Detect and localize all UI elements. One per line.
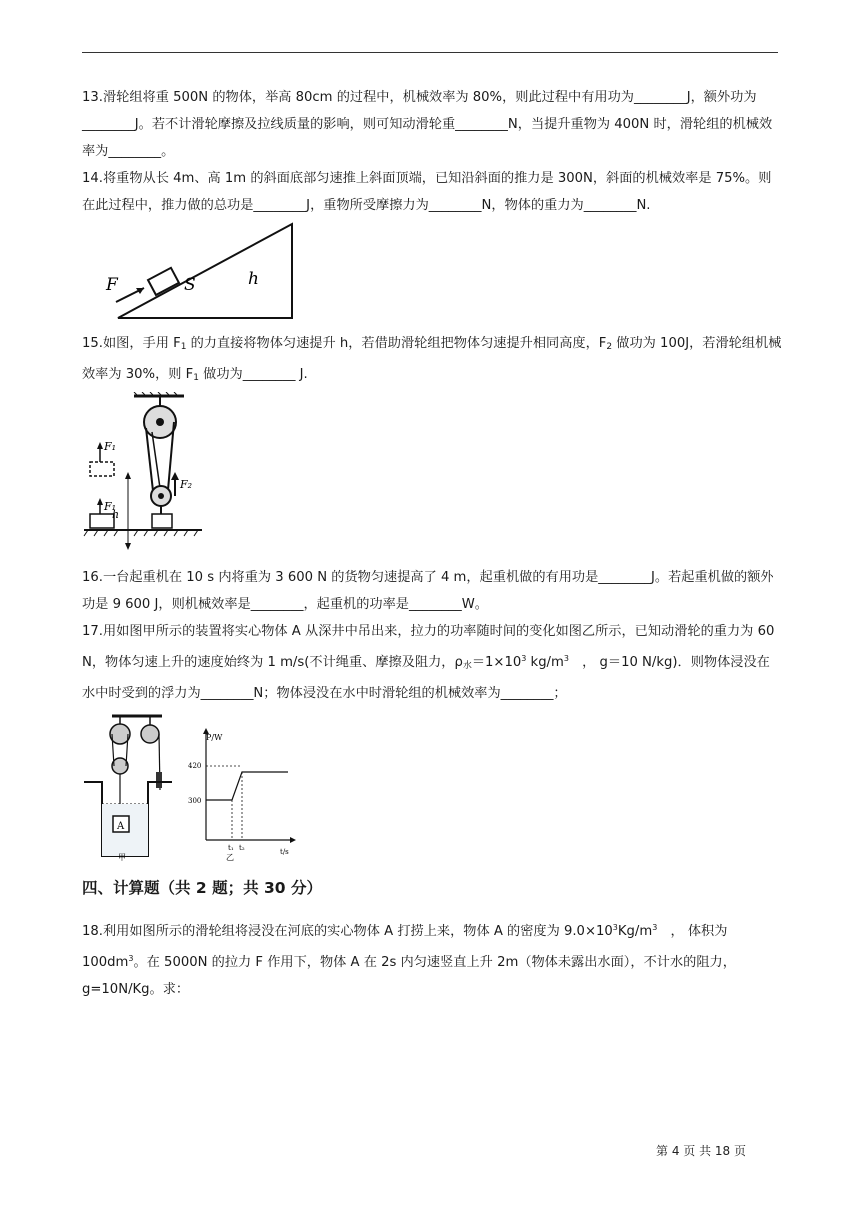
question-14-text: 14.将重物从长 4m、高 1m 的斜面底部匀速推上斜面顶端，已知沿斜面的推力是 300N，斜面的机械效率是 75%。则在此过程中，推力做的总功是________J，重物所受摩擦力为________N，物体的重力为________N.: [82, 171, 772, 213]
page-footer: 第 4 页 共 18 页: [656, 1144, 746, 1158]
q15-text-a: 15.如图，手用 F: [82, 336, 181, 351]
q17-sup-1: 3: [521, 654, 527, 663]
q17-text-c: kg/m: [526, 655, 564, 670]
graph-y-tick-420: 420: [188, 762, 202, 770]
question-18: [82, 914, 782, 1003]
pulley-f1-bottom-label: F₁: [104, 500, 117, 513]
header-rule: [82, 52, 778, 53]
q18-sup-1: 3: [612, 923, 618, 932]
pulley-f2-label: F₂: [180, 478, 193, 491]
question-16-text: 16.一台起重机在 10 s 内将重为 3 600 N 的货物匀速提高了 4 m，起重机做的有用功是________J。若起重机做的额外功是 9 600 J，则机械效率是________，起重机的功率是________W。: [82, 570, 774, 612]
incline-force-label: F: [106, 275, 118, 295]
q15-sub-3: 1: [193, 373, 199, 383]
q15-sub-1: 1: [180, 342, 187, 352]
q18-text-d: 。在 5000N 的拉力 F 作用下，物体 A 在 2s 内匀速竖直上升 2m（物体未露出水面），不计水的阻力，g=10N/Kg。求：: [82, 955, 736, 997]
graph-x-axis-label: t/s: [280, 848, 289, 856]
q18-text-b: Kg/m: [617, 924, 653, 939]
graph-t1-label: t₁: [228, 844, 234, 852]
pulley-figure: [82, 392, 206, 552]
q15-text-b: 的力直接将物体匀速提升 h，若借助滑轮组把物体匀速提升相同高度，F: [186, 336, 607, 351]
incline-figure: [100, 222, 300, 322]
q17-text-b: ＝1×10: [471, 655, 522, 670]
q18-text-c: ， 体积为 100dm: [82, 924, 728, 970]
question-14: [82, 165, 782, 219]
q17-rho-sub: 水: [462, 661, 472, 671]
question-15: [82, 330, 782, 392]
well-block-label: A: [117, 821, 125, 832]
well-pulley-figure: [82, 712, 174, 862]
incline-slope-label: S: [184, 275, 196, 295]
graph-y-tick-300: 300: [188, 797, 202, 805]
q18-sup-3: 3: [128, 954, 134, 963]
figure-yi-caption: 乙: [226, 853, 234, 862]
power-time-graph: [184, 722, 298, 862]
q15-text-d: 做功为________ J.: [198, 367, 308, 382]
incline-height-label: h: [248, 269, 259, 289]
q17-text-a: 17.用如图甲所示的装置将实心物体 A 从深井中吊出来，拉力的功率随时间的变化如图乙所示，已知动滑轮的重力为 60 N，物体匀速上升的速度始终为 1 m/s(不计绳重、摩擦及阻力，ρ: [82, 624, 775, 670]
graph-t2-label: t₂: [239, 844, 245, 852]
question-17: [82, 618, 782, 707]
figure-jia-caption: 甲: [118, 853, 126, 862]
section-heading: 四、计算题（共 2 题；共 30 分）: [82, 879, 322, 897]
q18-sup-2: 3: [652, 923, 658, 932]
q17-text-d: ， g＝10 N/kg)．则物体浸没在水中时受到的浮力为________N；物体浸没在水中时滑轮组的机械效率为________；: [82, 655, 770, 701]
q17-sup-2: 3: [563, 654, 569, 663]
q15-sub-2: 2: [606, 342, 613, 352]
question-13: [82, 84, 782, 165]
graph-y-axis-label: P/W: [206, 733, 223, 742]
question-16: [82, 564, 782, 618]
question-13-text: 13.滑轮组将重 500N 的物体，举高 80cm 的过程中，机械效率为 80%，则此过程中有用功为________J，额外功为________J。若不计滑轮摩擦及拉线质量的影响，则可知动滑轮重________N，当提升重物为 400N 时，滑轮组的机械效率为________。: [82, 90, 773, 159]
pulley-f1-top-label: F₁: [104, 440, 117, 453]
q18-text-a: 18.利用如图所示的滑轮组将浸没在河底的实心物体 A 打捞上来，物体 A 的密度为 9.0×10: [82, 924, 613, 939]
pulley-h-label: h: [112, 508, 120, 521]
q15-text-c: 做功为 100J，若滑轮组机械效率为 30%，则 F: [82, 336, 782, 382]
